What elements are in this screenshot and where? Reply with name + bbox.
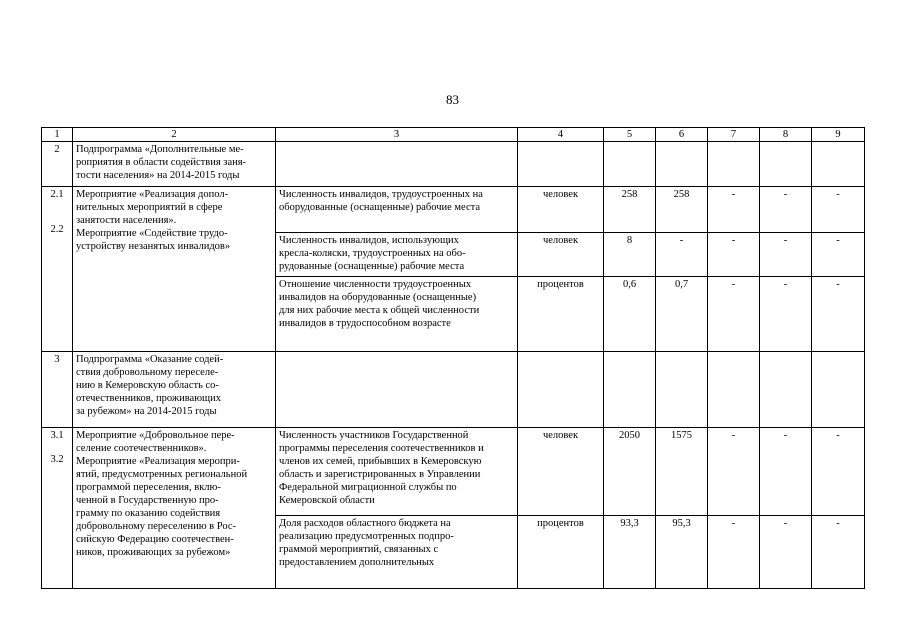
text-line: для них рабочие места к общей численности: [279, 305, 480, 316]
header-cell: 6: [656, 128, 708, 142]
unit-cell: человек: [518, 428, 604, 516]
text-line: нительных мероприятий в сфере: [76, 202, 223, 213]
text-line: рудованные (оснащенные) рабочие места: [279, 261, 465, 272]
text-line: селение соотечественников».: [76, 443, 207, 454]
text-line: Численность инвалидов, использующих: [279, 235, 459, 246]
text-line: Численность инвалидов, трудоустроенных на: [279, 189, 483, 200]
text-line: ствия добровольному переселе-: [76, 367, 219, 378]
value-cell: -: [812, 277, 865, 352]
text-line: Подпрограмма «Дополнительные ме-: [76, 144, 244, 155]
value-cell: -: [708, 277, 760, 352]
value-cell: 1575: [656, 428, 708, 516]
empty-cell: [604, 352, 656, 428]
unit-cell: человек: [518, 187, 604, 233]
value-cell: -: [812, 187, 865, 233]
empty-cell: [708, 352, 760, 428]
value-cell: -: [760, 187, 812, 233]
text-line: ченной в Государственную про-: [76, 495, 219, 506]
value-cell: 258: [656, 187, 708, 233]
value-cell: 258: [604, 187, 656, 233]
header-cell: 5: [604, 128, 656, 142]
text-line: программы переселения соотечественников и: [279, 443, 484, 454]
row-number-cell: [42, 428, 73, 589]
text-line: Доля расходов областного бюджета на: [279, 518, 451, 529]
table-row: [42, 142, 865, 187]
row-number: 3.2: [50, 454, 64, 465]
header-cell: 7: [708, 128, 760, 142]
indicator-cell: [276, 428, 518, 516]
table-row: [42, 428, 865, 516]
value-cell: 93,3: [604, 516, 656, 589]
value-cell: -: [760, 428, 812, 516]
text-line: инвалидов в трудоспособном возрасте: [279, 318, 451, 329]
indicator-cell: [276, 516, 518, 589]
text-line: область и зарегистрированных в Управлении: [279, 469, 481, 480]
empty-cell: [760, 142, 812, 187]
text-line: Федеральной миграционной службы по: [279, 482, 457, 493]
value-cell: -: [812, 233, 865, 277]
header-cell: 1: [42, 128, 73, 142]
text-line: занятости населения».: [76, 215, 177, 226]
text-line: кресла-коляски, трудоустроенных на обо-: [279, 248, 466, 259]
row-number: 3.1: [50, 430, 64, 441]
header-cell: 3: [276, 128, 518, 142]
text-line: Подпрограмма «Оказание содей-: [76, 354, 224, 365]
unit-cell: человек: [518, 233, 604, 277]
empty-cell: [812, 352, 865, 428]
text-line: граммой мероприятий, связанных с: [279, 544, 439, 555]
text-line: Мероприятие «Реализация меропри-: [76, 456, 240, 467]
text-line: тости населения» на 2014-2015 годы: [76, 170, 240, 181]
text-line: Мероприятие «Содействие трудо-: [76, 228, 228, 239]
subprogram-name: [73, 142, 276, 187]
empty-cell: [518, 352, 604, 428]
value-cell: -: [812, 428, 865, 516]
subprogram-name: [73, 352, 276, 428]
header-cell: 8: [760, 128, 812, 142]
measure-cell: [73, 187, 276, 352]
value-cell: -: [760, 233, 812, 277]
unit-cell: процентов: [518, 277, 604, 352]
text-line: предоставлением дополнительных: [279, 557, 435, 568]
row-number: 3: [42, 352, 73, 428]
text-line: роприятия в области содействия заня-: [76, 157, 247, 168]
row-number: 2.2: [50, 224, 64, 235]
text-line: программой переселения, вклю-: [76, 482, 221, 493]
empty-cell: [812, 142, 865, 187]
row-number: 2.1: [50, 189, 64, 200]
text-line: Кемеровской области: [279, 495, 375, 506]
empty-cell: [760, 352, 812, 428]
header-cell: 4: [518, 128, 604, 142]
empty-cell: [604, 142, 656, 187]
value-cell: 0,7: [656, 277, 708, 352]
value-cell: -: [708, 516, 760, 589]
empty-cell: [518, 142, 604, 187]
text-line: ников, проживающих за рубежом»: [76, 547, 231, 558]
header-cell: 9: [812, 128, 865, 142]
table-row: [42, 187, 865, 233]
text-line: сийскую Федерацию соотечествен-: [76, 534, 234, 545]
text-line: отечественников, проживающих: [76, 393, 222, 404]
text-line: Мероприятие «Добровольное пере-: [76, 430, 235, 441]
value-cell: -: [760, 277, 812, 352]
text-line: устройству незанятых инвалидов»: [76, 241, 231, 252]
text-line: добровольному переселению в Рос-: [76, 521, 236, 532]
value-cell: -: [708, 428, 760, 516]
empty-cell: [656, 352, 708, 428]
text-line: Мероприятие «Реализация допол-: [76, 189, 229, 200]
text-line: оборудованные (оснащенные) рабочие места: [279, 202, 480, 213]
text-line: Отношение численности трудоустроенных: [279, 279, 472, 290]
value-cell: -: [656, 233, 708, 277]
value-cell: 0,6: [604, 277, 656, 352]
value-cell: -: [760, 516, 812, 589]
text-line: инвалидов на оборудованные (оснащенные): [279, 292, 477, 303]
row-number-cell: [42, 187, 73, 352]
program-indicators-table: [41, 127, 865, 589]
row-number: 2: [42, 142, 73, 187]
value-cell: -: [708, 187, 760, 233]
value-cell: 2050: [604, 428, 656, 516]
text-line: за рубежом» на 2014-2015 годы: [76, 406, 217, 417]
text-line: нию в Кемеровскую область со-: [76, 380, 219, 391]
page-number: 83: [446, 92, 459, 107]
value-cell: -: [708, 233, 760, 277]
empty-cell: [656, 142, 708, 187]
value-cell: 95,3: [656, 516, 708, 589]
value-cell: 8: [604, 233, 656, 277]
text-line: членов их семей, прибывших в Кемеровскую: [279, 456, 482, 467]
text-line: реализацию предусмотренных подпро-: [279, 531, 454, 542]
table-row: [42, 352, 865, 428]
header-row: [42, 128, 865, 142]
measure-cell: [73, 428, 276, 589]
empty-cell: [708, 142, 760, 187]
empty-cell: [276, 352, 518, 428]
text-line: ятий, предусмотренных региональной: [76, 469, 248, 480]
indicator-cell: [276, 187, 518, 233]
text-line: грамму по оказанию содействия: [76, 508, 221, 519]
value-cell: -: [812, 516, 865, 589]
empty-cell: [276, 142, 518, 187]
header-cell: 2: [73, 128, 276, 142]
unit-cell: процентов: [518, 516, 604, 589]
text-line: Численность участников Государственной: [279, 430, 469, 441]
indicator-cell: [276, 233, 518, 277]
indicator-cell: [276, 277, 518, 352]
